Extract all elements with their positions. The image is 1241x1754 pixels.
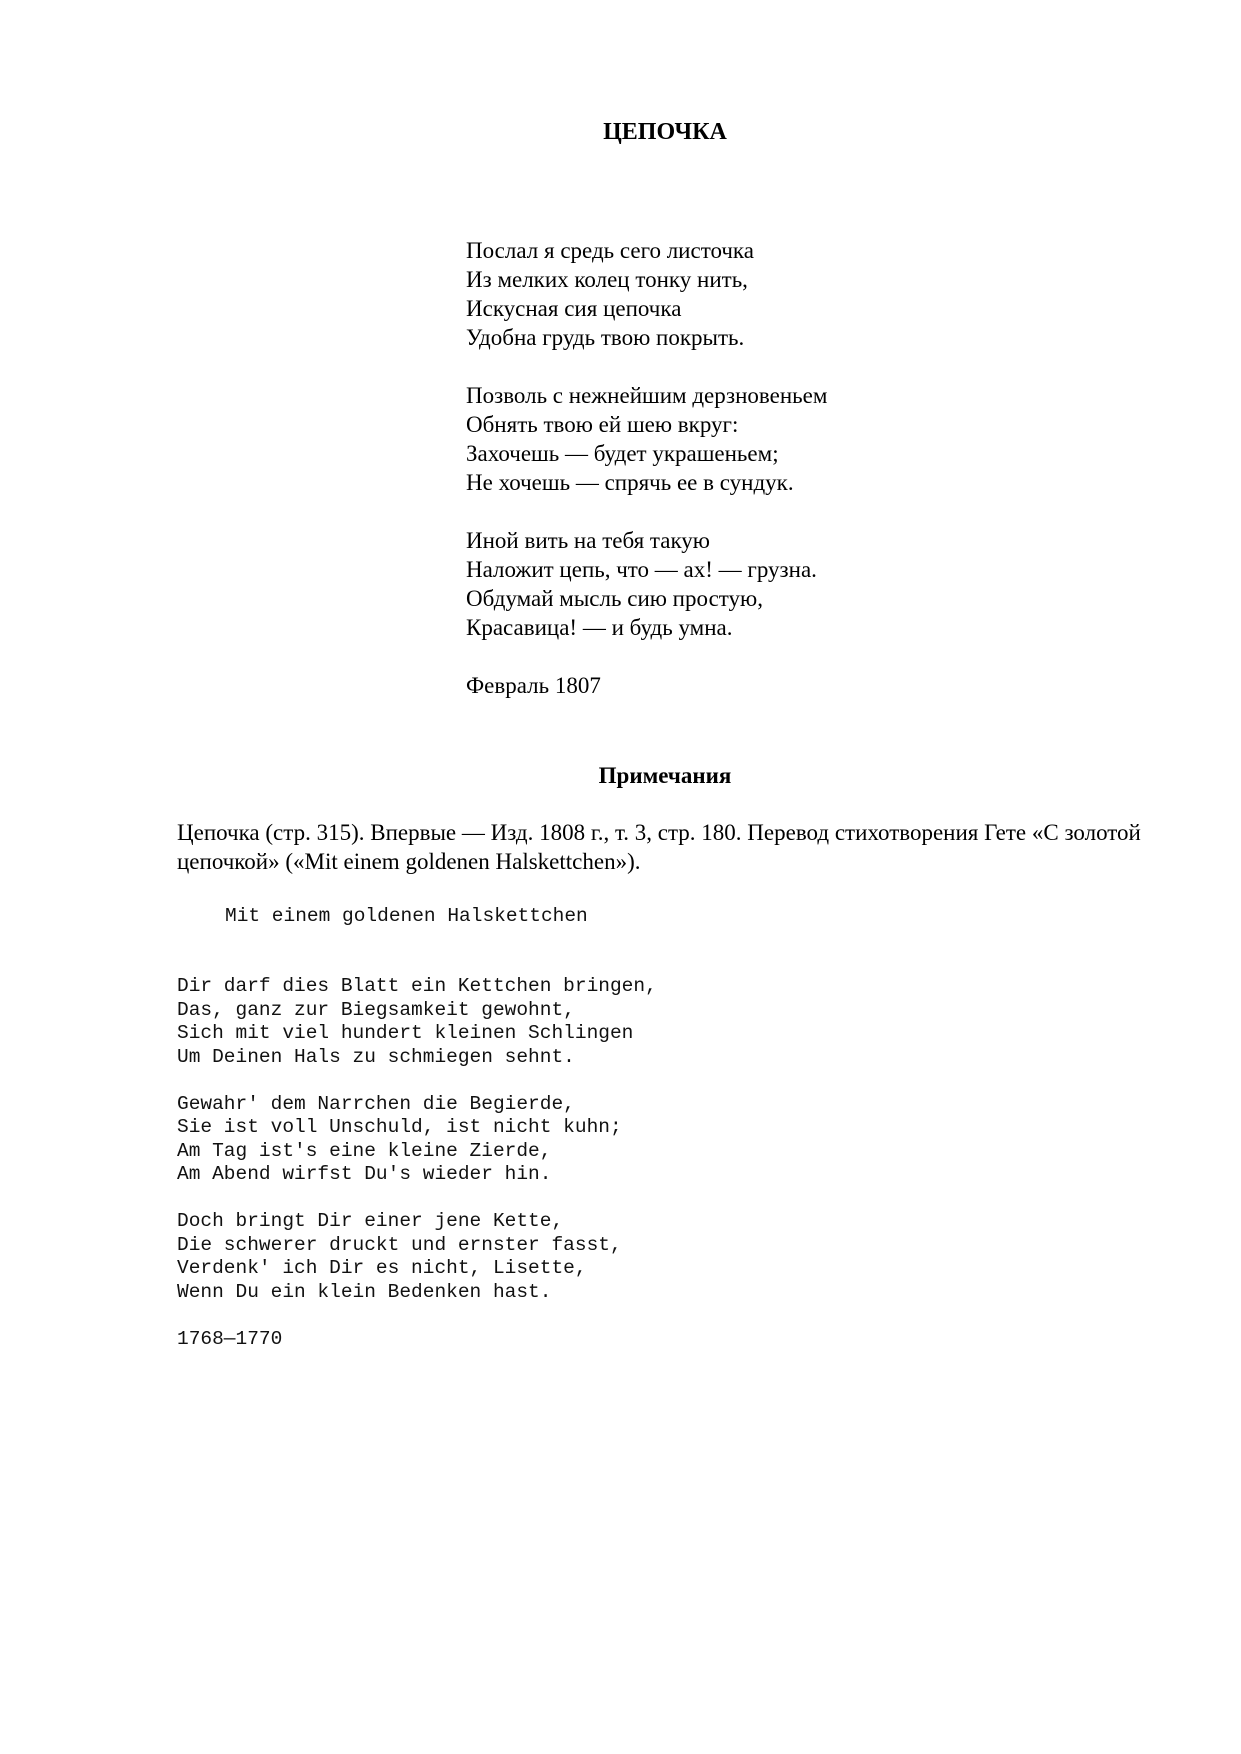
poem-line: Обдумай мысль сию простую,	[466, 586, 763, 611]
poem-line: Из мелких колец тонку нить,	[466, 267, 748, 292]
original-line: Gewahr' dem Narrchen die Begierde,	[177, 1092, 575, 1115]
poem-line: Наложит цепь, что — ах! — грузна.	[466, 557, 817, 582]
poem-body	[466, 236, 827, 700]
original-line: Um Deinen Hals zu schmiegen sehnt.	[177, 1045, 575, 1068]
original-poem-title: Mit einem goldenen Halskettchen	[225, 905, 588, 927]
original-line: Das, ganz zur Biegsamkeit gewohnt,	[177, 998, 575, 1021]
original-line: Sie ist voll Unschuld, ist nicht kuhn;	[177, 1116, 622, 1138]
original-line: Am Abend wirfst Du's wieder hin.	[177, 1163, 552, 1185]
poem-date: Февраль 1807	[466, 673, 601, 698]
original-line: Doch bringt Dir einer jene Kette,	[177, 1210, 564, 1232]
poem-stanza	[466, 236, 827, 352]
original-stanza	[177, 975, 657, 1069]
poem-line: Удобна грудь твою покрыть.	[466, 325, 745, 350]
poem-line: Захочешь — будет украшеньем;	[466, 441, 779, 466]
original-line: Dir darf dies Blatt ein Kettchen bringen,	[177, 975, 657, 997]
original-date: 1768—1770	[177, 1327, 283, 1350]
poem-line: Искусная сия цепочка	[466, 296, 682, 321]
poem-line: Не хочешь — спрячь ее в сундук.	[466, 470, 794, 495]
original-poem-body	[177, 975, 657, 1351]
poem-line: Красавица! — и будь умна.	[466, 615, 733, 640]
poem-stanza	[466, 381, 827, 497]
notes-paragraph: Цепочка (стр. 315). Впервые — Изд. 1808 г., т. 3, стр. 180. Перевод стихотворения Гете «С золотой цепочкой» («Mit einem goldenen Halskettchen»).	[177, 820, 1141, 874]
poem-line: Послал я средь сего листочка	[466, 238, 754, 263]
original-line: Wenn Du ein klein Bedenken hast.	[177, 1280, 552, 1303]
original-line: Am Tag ist's eine kleine Zierde,	[177, 1139, 552, 1162]
notes-heading: Примечания	[598, 763, 732, 788]
original-stanza	[177, 1093, 657, 1187]
original-line: Verdenk' ich Dir es nicht, Lisette,	[177, 1257, 587, 1279]
poem-stanza	[466, 526, 827, 642]
poem-line: Иной вить на тебя такую	[466, 528, 710, 553]
poem-line: Позволь с нежнейшим дерзновеньем	[466, 383, 828, 408]
poem-title: ЦЕПОЧКА	[603, 119, 727, 145]
original-stanza	[177, 1210, 657, 1304]
original-line: Sich mit viel hundert kleinen Schlingen	[177, 1022, 634, 1044]
poem-line: Обнять твою ей шею вкруг:	[466, 412, 739, 437]
original-line: Die schwerer druckt und ernster fasst,	[177, 1233, 622, 1256]
